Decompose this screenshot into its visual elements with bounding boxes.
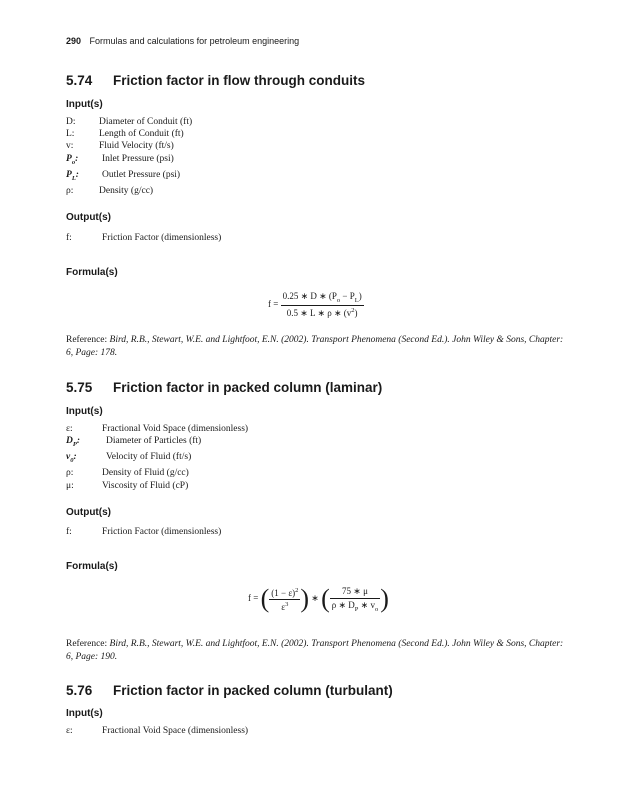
input-item <box>66 480 248 492</box>
running-title: Formulas and calculations for petroleum engineering <box>89 36 300 46</box>
reference <box>66 638 566 664</box>
input-symbol: $P_L$: <box>66 169 79 182</box>
input-symbol: μ: <box>66 480 74 491</box>
input-symbol: ε: <box>66 424 73 434</box>
input-list <box>66 116 192 197</box>
input-description: Length of Conduit (ft) <box>99 129 184 140</box>
paren-left: ( <box>321 584 330 613</box>
input-description: Outlet Pressure (psi) <box>102 169 181 180</box>
input-symbol: ρ: <box>66 468 74 479</box>
input-description: Density of Fluid (g/cc) <box>102 468 189 479</box>
input-item <box>66 140 192 152</box>
formula <box>268 291 364 319</box>
output-item <box>66 233 221 243</box>
formula <box>248 584 389 614</box>
output-symbol: f: <box>66 233 72 243</box>
formula-fraction <box>281 291 364 319</box>
running-head <box>66 36 299 46</box>
input-heading: Input(s) <box>66 406 103 417</box>
input-heading: Input(s) <box>66 708 103 719</box>
input-item <box>66 128 192 140</box>
input-symbol: $v_0$: <box>66 452 77 465</box>
input-item <box>66 153 192 169</box>
formula-lhs: f = <box>268 298 279 309</box>
input-item <box>66 725 248 737</box>
input-symbol: ε: <box>66 726 73 736</box>
input-description: Inlet Pressure (psi) <box>102 153 174 164</box>
input-item <box>66 451 248 467</box>
output-heading: Output(s) <box>66 507 111 518</box>
paren-right: ) <box>380 584 389 613</box>
formula-operator: ∗ <box>311 593 319 604</box>
section-title-text: Friction factor in packed column (laminar) <box>113 380 383 395</box>
formula-denominator: 0.5 ∗ L ∗ ρ ∗ $(v^2)$ <box>286 306 358 318</box>
input-heading: Input(s) <box>66 99 103 110</box>
output-description: Friction Factor (dimensionless) <box>102 233 222 243</box>
input-symbol: ρ: <box>66 185 74 196</box>
input-item <box>66 169 192 185</box>
output-description: Friction Factor (dimensionless) <box>102 527 222 537</box>
input-symbol: L: <box>66 129 75 140</box>
formula-heading: Formula(s) <box>66 267 118 278</box>
formula-denominator: ρ ∗ $D_P$ ∗ $v_o$ <box>331 599 379 613</box>
formula-lhs: f = <box>248 593 259 604</box>
input-item <box>66 467 248 479</box>
input-description: Fractional Void Space (dimensionless) <box>102 424 249 434</box>
reference-text: Bird, R.B., Stewart, W.E. and Lightfoot, E.N. (2002). Transport Phenomena (Second Ed.). John Wiley & Sons, Chapter: 6, Page: 190. <box>66 639 564 662</box>
input-description: Density (g/cc) <box>99 185 154 196</box>
input-symbol: $D_P$: <box>66 436 81 449</box>
formula-fraction <box>269 587 300 612</box>
paren-left: ( <box>260 584 270 613</box>
input-description: Diameter of Particles (ft) <box>106 436 202 447</box>
input-item <box>66 116 192 128</box>
reference-label: Reference: <box>66 639 108 649</box>
reference-label: Reference: <box>66 335 108 345</box>
input-list <box>66 725 248 737</box>
input-item <box>66 185 192 197</box>
section-title <box>66 73 365 88</box>
section-title-text: Friction factor in flow through conduits <box>113 73 365 88</box>
input-description: Fractional Void Space (dimensionless) <box>102 726 249 736</box>
output-heading: Output(s) <box>66 212 111 223</box>
reference-text: Bird, R.B., Stewart, W.E. and Lightfoot, E.N. (2002). Transport Phenomena (Second Ed.). John Wiley & Sons, Chapter: 6, Page: 178. <box>66 335 564 358</box>
input-description: Fluid Velocity (ft/s) <box>99 141 174 152</box>
section-number: 5.75 <box>66 380 93 395</box>
input-list <box>66 423 248 492</box>
input-description: Velocity of Fluid (ft/s) <box>106 452 192 463</box>
section-title <box>66 683 393 698</box>
input-description: Viscosity of Fluid (cP) <box>102 480 189 491</box>
paren-right: ) <box>300 584 310 613</box>
output-item <box>66 527 221 537</box>
input-symbol: v: <box>66 141 74 152</box>
formula-numerator: $(1 - \varepsilon)^2$ <box>271 586 299 598</box>
input-description: Diameter of Conduit (ft) <box>99 117 193 127</box>
formula-numerator: 75 ∗ μ <box>330 586 380 599</box>
formula-fraction <box>330 586 380 613</box>
formula-numerator: 0.25 ∗ D ∗ $(P_o - P_L)$ <box>282 291 362 304</box>
section-number: 5.74 <box>66 73 93 88</box>
input-item <box>66 435 248 451</box>
input-symbol: D: <box>66 117 76 127</box>
section-title-text: Friction factor in packed column (turbulant) <box>113 683 393 698</box>
output-symbol: f: <box>66 527 72 537</box>
formula-denominator: $\varepsilon^3$ <box>281 600 289 612</box>
formula-heading: Formula(s) <box>66 561 118 572</box>
section-title <box>66 380 382 395</box>
section-number: 5.76 <box>66 683 93 698</box>
input-symbol: $P_o$: <box>66 153 79 166</box>
page-number: 290 <box>66 36 82 46</box>
reference <box>66 334 566 360</box>
input-item <box>66 423 248 435</box>
